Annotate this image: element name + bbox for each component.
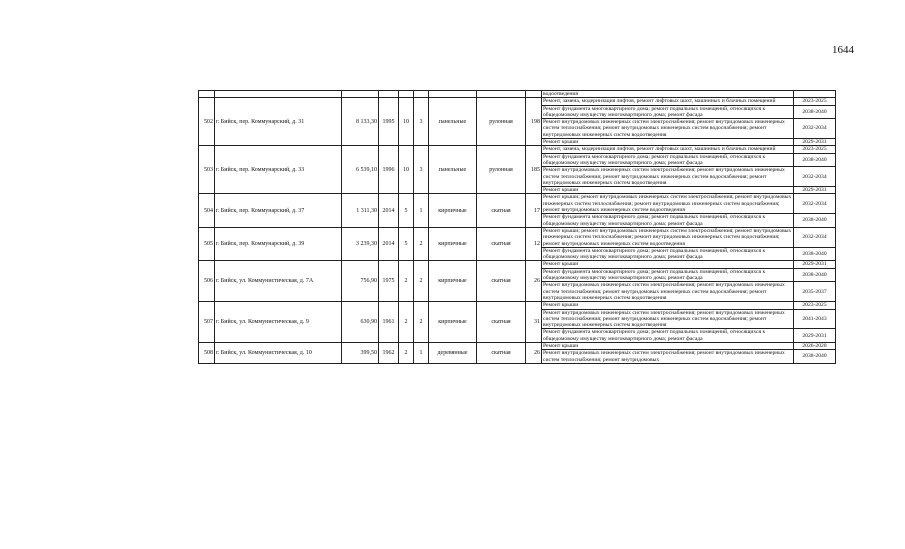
table-row bbox=[199, 342, 836, 349]
house-address: г. Бийск, ул. Коммунистическая, д. 10 bbox=[215, 342, 342, 363]
house-number: 503 bbox=[199, 146, 215, 194]
house-area: 756,90 bbox=[342, 261, 379, 302]
work-description: водоотведения bbox=[542, 91, 794, 98]
work-period: 2023-2025 bbox=[794, 98, 836, 105]
build-year: 1995 bbox=[379, 98, 399, 146]
build-year: 2014 bbox=[379, 194, 399, 227]
house-address: г. Бийск, ул. Коммунистическая, д. 7А bbox=[215, 261, 342, 302]
table-row bbox=[199, 261, 836, 268]
roof-type: скатная bbox=[477, 342, 526, 363]
house-number: 506 bbox=[199, 261, 215, 302]
entrance-count: 2 bbox=[414, 227, 429, 260]
work-description: Ремонт, замена, модернизация лифтов, ремонт лифтовых шахт, машинных и блочных помещений bbox=[542, 146, 794, 153]
work-period: 2038-2040 bbox=[794, 268, 836, 282]
apartment-count: 31 bbox=[526, 302, 542, 343]
entrance-count: 3 bbox=[414, 146, 429, 194]
house-address: г. Бийск, пер. Коммунарский, д. 39 bbox=[215, 227, 342, 260]
house-area: 6 539,10 bbox=[342, 146, 379, 194]
roof-type: скатная bbox=[477, 194, 526, 227]
apartment-count: 26 bbox=[526, 261, 542, 302]
work-description: Ремонт фундамента многоквартирного дома; ремонт подвальных помещений, относящихся к общедомовому имуществу многоквартирного дома; ремонт фасада bbox=[542, 105, 794, 119]
entrance-count: 1 bbox=[414, 194, 429, 227]
work-description: Ремонт фундамента многоквартирного дома; ремонт подвальных помещений, относящихся к общедомовому имуществу многоквартирного дома; ремонт фасада bbox=[542, 153, 794, 167]
work-description: Ремонт фундамента многоквартирного дома; ремонт подвальных помещений, относящихся к общедомовому имуществу многоквартирного дома; ремонт фасада bbox=[542, 247, 794, 261]
wall-material: кирпичные bbox=[429, 261, 477, 302]
work-description: Ремонт крыши; ремонт внутридомовых инженерных систем электроснабжения; ремонт внутридомовых инженерных систем теплоснабжения; ремонт внутридомовых инженерных систем водоснабжения; ремонт внутридомовых инженерных систем водоотведения bbox=[542, 227, 794, 247]
work-period: 2023-2025 bbox=[794, 302, 836, 309]
apartment-count: 198 bbox=[526, 98, 542, 146]
apartment-count: 185 bbox=[526, 146, 542, 194]
work-description: Ремонт, замена, модернизация лифтов, ремонт лифтовых шахт, машинных и блочных помещений bbox=[542, 98, 794, 105]
roof-type: скатная bbox=[477, 302, 526, 343]
repair-schedule-table bbox=[198, 90, 836, 364]
work-period: 2029-2031 bbox=[794, 139, 836, 146]
page-number: 1644 bbox=[832, 44, 854, 56]
wall-material: кирпичные bbox=[429, 194, 477, 227]
apartment-count: 12 bbox=[526, 227, 542, 260]
work-description: Ремонт крыши bbox=[542, 187, 794, 194]
table-row bbox=[199, 227, 836, 247]
wall-material: кирпичные bbox=[429, 302, 477, 343]
work-description: Ремонт фундамента многоквартирного дома; ремонт подвальных помещений, относящихся к общедомовому имуществу многоквартирного дома; ремонт фасада bbox=[542, 214, 794, 228]
work-period: 2041-2043 bbox=[794, 309, 836, 329]
entrance-count: 3 bbox=[414, 98, 429, 146]
build-year: 1962 bbox=[379, 342, 399, 363]
house-number: 504 bbox=[199, 194, 215, 227]
entrance-count: 2 bbox=[414, 302, 429, 343]
house-area: 630,90 bbox=[342, 302, 379, 343]
work-description: Ремонт крыши; ремонт внутридомовых инженерных систем электроснабжения; ремонт внутридомовых инженерных систем теплоснабжения; ремонт внутридомовых инженерных систем водоснабжения; ремонт внутридомовых инженерных систем водоотведения bbox=[542, 194, 794, 214]
work-period: 2038-2040 bbox=[794, 350, 836, 364]
work-period: 2023-2025 bbox=[794, 146, 836, 153]
house-area: 8 133,30 bbox=[342, 98, 379, 146]
work-description: Ремонт крыши bbox=[542, 302, 794, 309]
house-area: 399,50 bbox=[342, 342, 379, 363]
wall-material: кирпичные bbox=[429, 227, 477, 260]
entrance-count: 1 bbox=[414, 342, 429, 363]
floor-count: 2 bbox=[399, 302, 414, 343]
roof-type: рулонная bbox=[477, 146, 526, 194]
work-description: Ремонт фундамента многоквартирного дома; ремонт подвальных помещений, относящихся к общедомовому имуществу многоквартирного дома; ремонт фасада bbox=[542, 268, 794, 282]
table-row bbox=[199, 302, 836, 309]
build-year: 2014 bbox=[379, 227, 399, 260]
work-description: Ремонт крыши bbox=[542, 342, 794, 349]
house-number: 505 bbox=[199, 227, 215, 260]
table-row bbox=[199, 146, 836, 153]
floor-count: 2 bbox=[399, 342, 414, 363]
work-description: Ремонт внутридомовых инженерных систем электроснабжения; ремонт внутридомовых инженерных систем теплоснабжения; ремонт внутридомовых инженерных систем водоснабжения; ремонт внутридомовых инженерных систем водоотведения bbox=[542, 119, 794, 139]
house-address: г. Бийск, пер. Коммунарский, д. 31 bbox=[215, 98, 342, 146]
apartment-count: 17 bbox=[526, 194, 542, 227]
work-period: 2038-2040 bbox=[794, 105, 836, 119]
roof-type: скатная bbox=[477, 227, 526, 260]
wall-material: панельные bbox=[429, 146, 477, 194]
floor-count: 5 bbox=[399, 227, 414, 260]
entrance-count: 2 bbox=[414, 261, 429, 302]
work-description: Ремонт внутридомовых инженерных систем электроснабжения; ремонт внутридомовых инженерных систем теплоснабжения; ремонт внутридомовых bbox=[542, 350, 794, 364]
floor-count: 5 bbox=[399, 194, 414, 227]
work-period: 2029-2031 bbox=[794, 187, 836, 194]
work-description: Ремонт внутридомовых инженерных систем электроснабжения; ремонт внутридомовых инженерных систем теплоснабжения; ремонт внутридомовых инженерных систем водоснабжения; ремонт внутридомовых инженерных систем водоотведения bbox=[542, 282, 794, 302]
work-period: 2032-2034 bbox=[794, 119, 836, 139]
work-description: Ремонт фундамента многоквартирного дома; ремонт подвальных помещений, относящихся к общедомовому имуществу многоквартирного дома; ремонт фасада bbox=[542, 329, 794, 343]
floor-count: 10 bbox=[399, 98, 414, 146]
wall-material: деревянные bbox=[429, 342, 477, 363]
floor-count: 2 bbox=[399, 261, 414, 302]
house-address: г. Бийск, пер. Коммунарский, д. 33 bbox=[215, 146, 342, 194]
work-period: 2035-2037 bbox=[794, 282, 836, 302]
build-year: 1961 bbox=[379, 302, 399, 343]
roof-type: рулонная bbox=[477, 98, 526, 146]
house-area: 1 311,30 bbox=[342, 194, 379, 227]
work-period: 2032-2034 bbox=[794, 194, 836, 214]
house-address: г. Бийск, ул. Коммунистическая, д. 9 bbox=[215, 302, 342, 343]
house-number: 507 bbox=[199, 302, 215, 343]
table-row bbox=[199, 194, 836, 214]
work-period: 2026-2028 bbox=[794, 342, 836, 349]
table-body bbox=[199, 91, 836, 364]
work-period: 2032-2034 bbox=[794, 227, 836, 247]
work-period: 2029-2031 bbox=[794, 261, 836, 268]
work-period: 2032-2034 bbox=[794, 167, 836, 187]
floor-count: 10 bbox=[399, 146, 414, 194]
house-address: г. Бийск, пер. Коммунарский, д. 37 bbox=[215, 194, 342, 227]
work-description: Ремонт внутридомовых инженерных систем электроснабжения; ремонт внутридомовых инженерных систем теплоснабжения; ремонт внутридомовых инженерных систем водоснабжения; ремонт внутридомовых инженерных систем водоотведения bbox=[542, 309, 794, 329]
table-row bbox=[199, 98, 836, 105]
build-year: 1975 bbox=[379, 261, 399, 302]
work-description: Ремонт крыши bbox=[542, 139, 794, 146]
house-area: 3 239,30 bbox=[342, 227, 379, 260]
house-number: 508 bbox=[199, 342, 215, 363]
work-period: 2029-2031 bbox=[794, 329, 836, 343]
work-period: 2038-2040 bbox=[794, 153, 836, 167]
roof-type: скатная bbox=[477, 261, 526, 302]
work-period: 2038-2040 bbox=[794, 214, 836, 228]
house-number: 502 bbox=[199, 98, 215, 146]
work-description: Ремонт внутридомовых инженерных систем электроснабжения; ремонт внутридомовых инженерных систем теплоснабжения; ремонт внутридомовых инженерных систем водоснабжения; ремонт внутридомовых инженерных систем водоотведения bbox=[542, 167, 794, 187]
wall-material: панельные bbox=[429, 98, 477, 146]
work-description: Ремонт крыши bbox=[542, 261, 794, 268]
apartment-count: 26 bbox=[526, 342, 542, 363]
work-period: 2038-2040 bbox=[794, 247, 836, 261]
table-row-fragment bbox=[199, 91, 836, 98]
build-year: 1996 bbox=[379, 146, 399, 194]
